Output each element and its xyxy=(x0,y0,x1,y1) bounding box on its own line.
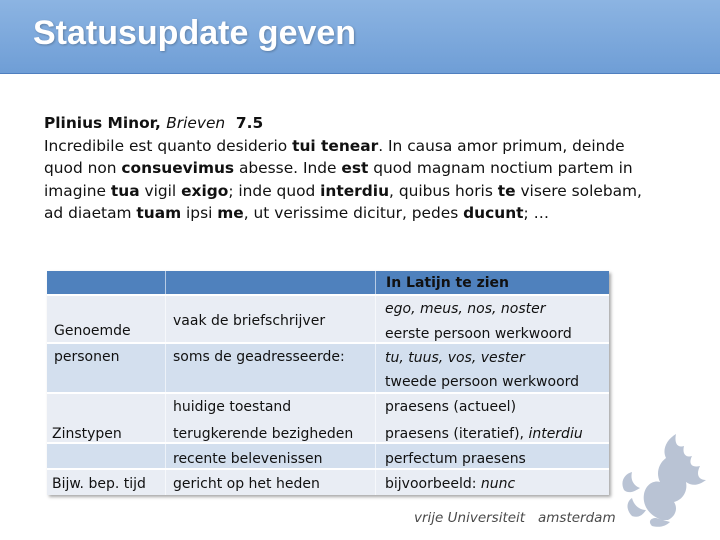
passage-work: Brieven xyxy=(166,114,226,132)
row-divider xyxy=(47,468,609,470)
cell-recente: recente belevenissen xyxy=(173,451,323,467)
cell-huidige: huidige toestand xyxy=(173,399,292,415)
passage-ref: 7.5 xyxy=(235,114,264,132)
header-latin: In Latijn te zien xyxy=(386,275,510,291)
interdiu-text: interdiu xyxy=(528,426,583,442)
passage-text: ad diaetam xyxy=(44,204,137,222)
praesens-iteratief-text: praesens (iteratief), xyxy=(385,426,529,442)
passage-text: ; inde quod xyxy=(228,181,321,200)
passage-text: , ut verissime dicitur, pedes xyxy=(243,204,464,222)
passage-line xyxy=(44,202,684,225)
footer-vrije-universiteit: vrije Universiteit xyxy=(414,510,526,526)
cell-geadresseerde: soms de geadresseerde: xyxy=(173,349,345,365)
grammar-table xyxy=(47,271,609,495)
griffin-logo-icon xyxy=(612,420,712,530)
passage-bold-word: est xyxy=(341,159,369,177)
passage-heading xyxy=(44,112,684,135)
passage-bold-word: tui tenear xyxy=(292,136,379,155)
passage-author: Plinius Minor, xyxy=(44,114,161,132)
passage-text: quod magnam noctium partem in xyxy=(368,159,633,177)
passage-bold-word: exigo xyxy=(181,181,229,200)
passage-text: , quibus horis xyxy=(389,181,498,200)
label-bijw-bep-tijd: Bijw. bep. tijd xyxy=(52,476,146,492)
table-header-row xyxy=(47,271,609,295)
passage-line xyxy=(44,135,684,158)
passage-bold-word: consuevimus xyxy=(121,159,235,177)
row-divider xyxy=(47,294,609,296)
row-divider xyxy=(47,342,609,344)
passage-text: visere solebam, xyxy=(515,181,642,200)
column-divider xyxy=(165,271,166,495)
passage-text: ipsi xyxy=(181,204,218,222)
cell-tweede: tweede persoon werkwoord xyxy=(385,374,580,390)
passage-bold-word: te xyxy=(497,181,516,200)
title-bar xyxy=(0,0,720,74)
label-personen: personen xyxy=(54,349,120,365)
passage-line xyxy=(44,157,684,180)
cell-ego: ego, meus, nos, noster xyxy=(385,301,546,317)
label-zinstypen: Zinstypen xyxy=(52,426,122,442)
passage-bold-word: tua xyxy=(110,181,140,200)
footer-amsterdam: amsterdam xyxy=(538,510,616,526)
nunc-text: nunc xyxy=(480,476,516,492)
passage-body xyxy=(44,135,684,225)
cell-briefschrijver: vaak de briefschrijver xyxy=(173,313,326,329)
passage-text: abesse. Inde xyxy=(234,159,342,177)
bijvoorbeeld-text: bijvoorbeeld: xyxy=(385,476,481,492)
cell-tu: tu, tuus, vos, vester xyxy=(385,350,525,366)
passage-text: imagine xyxy=(44,181,111,200)
cell-bijvoorbeeld xyxy=(385,476,515,492)
latin-passage xyxy=(44,112,684,225)
passage-text: ; … xyxy=(523,204,549,222)
row-divider xyxy=(47,442,609,444)
passage-text: vigil xyxy=(139,181,182,200)
passage-bold-word: interdiu xyxy=(320,181,390,200)
label-genoemde: Genoemde xyxy=(54,323,131,339)
passage-bold-word: me xyxy=(217,204,244,222)
passage-text: Incredibile est quanto desiderio xyxy=(44,136,293,155)
cell-eerste: eerste persoon werkwoord xyxy=(385,326,572,342)
passage-text: quod non xyxy=(44,159,122,177)
slide-title: Statusupdate geven xyxy=(33,14,357,52)
passage-line xyxy=(44,180,684,203)
cell-praesens-actueel: praesens (actueel) xyxy=(385,399,517,415)
passage-text: . In causa amor primum, deinde xyxy=(378,136,625,155)
passage-bold-word: tuam xyxy=(136,204,182,222)
row-divider xyxy=(47,392,609,394)
cell-perfectum: perfectum praesens xyxy=(385,451,526,467)
cell-gericht: gericht op het heden xyxy=(173,476,320,492)
passage-bold-word: ducunt xyxy=(463,204,524,222)
cell-praesens-iteratief xyxy=(385,426,583,442)
cell-terugkerende: terugkerende bezigheden xyxy=(173,426,354,442)
column-divider xyxy=(375,271,376,495)
